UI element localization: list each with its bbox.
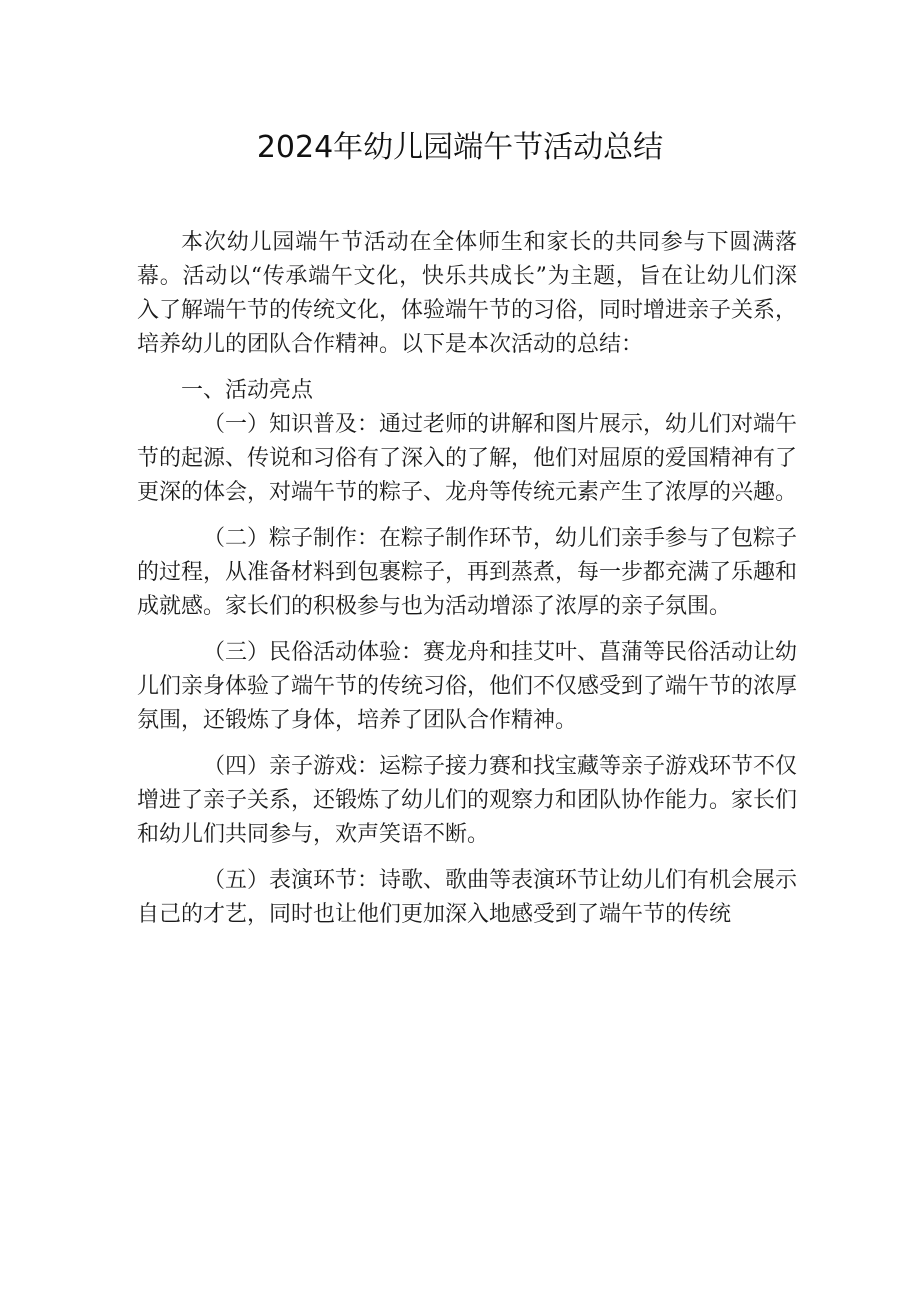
section-heading-highlights: 一、活动亮点 xyxy=(181,378,314,403)
document-title: 2024年幼儿园端午节活动总结 xyxy=(256,130,664,165)
intro-paragraph: 本次幼儿园端午节活动在全体师生和家长的共同参与下圆满落幕。活动以“传承端午文化，快乐共成长”为主题，旨在让幼儿们深入了解端午节的传统文化，体验端午节的习俗，同时增进亲子关系，培养幼儿的团队合作精神。以下是本次活动的总结： xyxy=(137,230,798,357)
document-body xyxy=(137,226,797,932)
item-folk-activities: （三）民俗活动体验：赛龙舟和挂艾叶、菖蒲等民俗活动让幼儿们亲身体验了端午节的传统习俗，他们不仅感受到了端午节的浓厚氛围，还锻炼了身体，培养了团队合作精神。 xyxy=(137,640,798,733)
item-parent-child-games: （四）亲子游戏：运粽子接力赛和找宝藏等亲子游戏环节不仅增进了亲子关系，还锻炼了幼儿们的观察力和团队协作能力。家长们和幼儿们共同参与，欢声笑语不断。 xyxy=(137,754,798,847)
item-zongzi-making: （二）粽子制作：在粽子制作环节，幼儿们亲手参与了包粽子的过程，从准备材料到包裹粽子，再到蒸煮，每一步都充满了乐趣和成就感。家长们的积极参与也为活动增添了浓厚的亲子氛围。 xyxy=(137,526,798,619)
item-knowledge: （一）知识普及：通过老师的讲解和图片展示，幼儿们对端午节的起源、传说和习俗有了深入的了解，他们对屈原的爱国精神有了更深的体会，对端午节的粽子、龙舟等传统元素产生了浓厚的兴趣。 xyxy=(137,412,798,505)
item-performance: （五）表演环节：诗歌、歌曲等表演环节让幼儿们有机会展示自己的才艺，同时也让他们更加深入地感受到了端午节的传统 xyxy=(137,868,798,927)
